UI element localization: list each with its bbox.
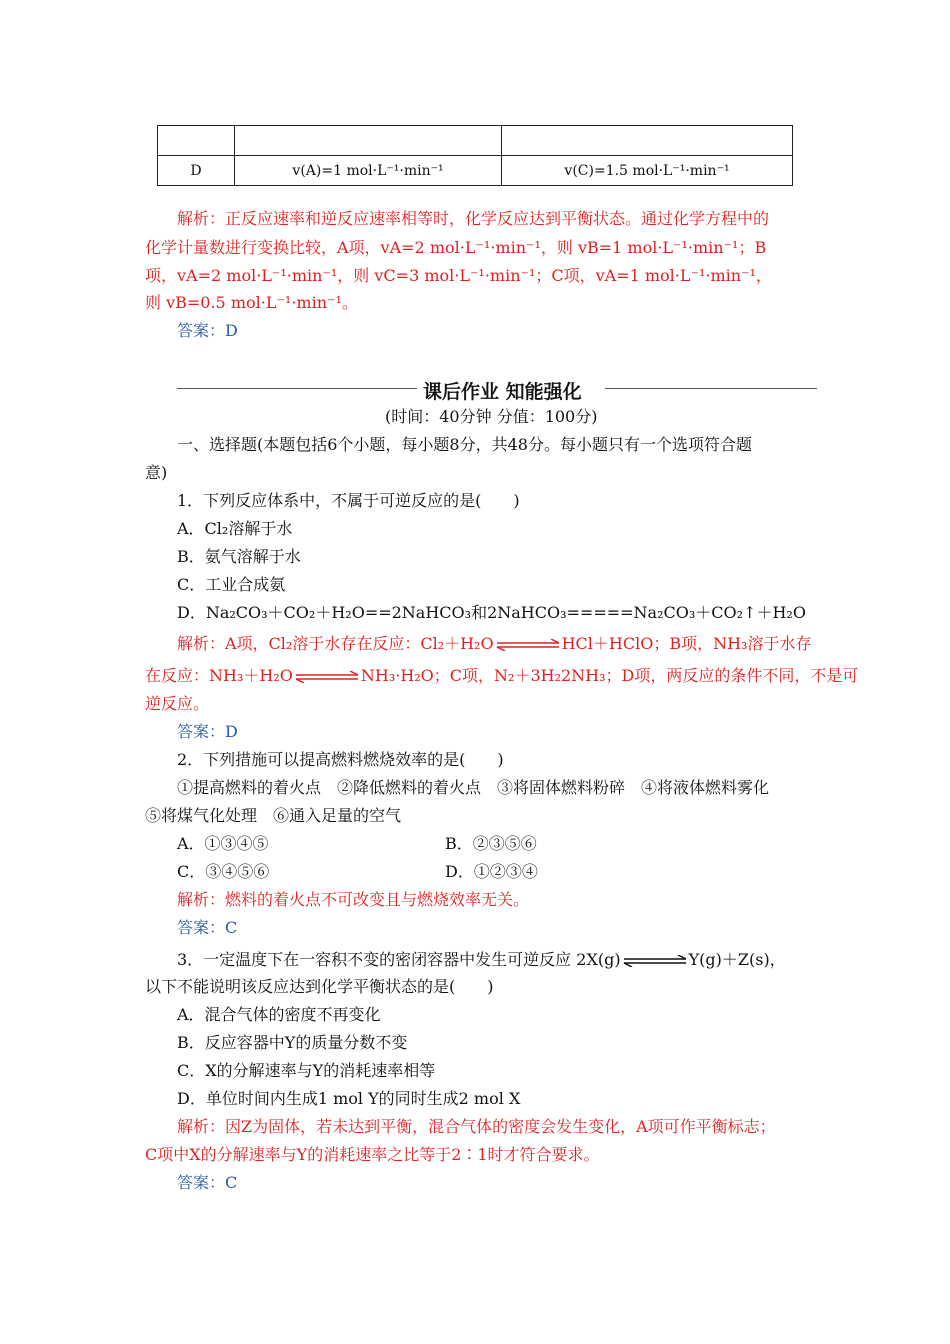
table-row (158, 126, 793, 156)
equilibrium-arrow-icon (294, 671, 360, 683)
q2-option-c: C．③④⑤⑥ (177, 862, 270, 881)
q2-measures-1: ①提高燃料的着火点 ②降低燃料的着火点 ③将固体燃料粉碎 ④将液体燃料雾化 (177, 778, 770, 797)
q0-analysis-line-4: 则 vB=0.5 mol·L⁻¹·min⁻¹。 (145, 293, 358, 312)
section-title: 课后作业 知能强化 (423, 381, 582, 403)
equilibrium-arrow-icon (622, 955, 688, 967)
q1-option-a: A．Cl₂溶解于水 (177, 519, 293, 538)
table-cell (158, 126, 235, 156)
table-row (158, 156, 793, 186)
q3-option-b: B．反应容器中Y的质量分数不变 (177, 1033, 408, 1052)
q2-analysis: 解析：燃料的着火点不可改变且与燃烧效率无关。 (177, 890, 530, 909)
rate-table (157, 125, 793, 186)
table-cell: D (158, 156, 235, 186)
q3-answer: 答案：C (177, 1173, 238, 1192)
q2-answer: 答案：C (177, 918, 238, 937)
q0-analysis-line-1: 解析：正反应速率和逆反应速率相等时，化学反应达到平衡状态。通过化学方程中的 (177, 209, 770, 228)
q1-option-c: C．工业合成氨 (177, 575, 286, 594)
section-intro-1: 一、选择题(本题包括6个小题，每小题8分，共48分。每小题只有一个选项符合题 (177, 435, 752, 454)
q3-stem-1: 3．一定温度下在一容积不变的密闭容器中发生可逆反应 2X(g) Y(g)＋Z(s)， (177, 950, 786, 969)
q2-option-a: A．①③④⑤ (177, 834, 269, 853)
title-rule-left (177, 388, 417, 389)
q1-option-d: D．Na₂CO₃＋CO₂＋H₂O==2NaHCO₃和2NaHCO₃=====Na₂CO₃＋CO₂↑＋H₂O (177, 603, 806, 622)
q1-analysis-line-3: 逆反应。 (145, 694, 210, 713)
equilibrium-arrow-icon (495, 639, 561, 651)
table-cell (502, 126, 793, 156)
q2-option-d: D．①②③④ (445, 862, 538, 881)
q2-measures-2: ⑤将煤气化处理 ⑥通入足量的空气 (145, 806, 402, 825)
q2-stem: 2．下列措施可以提高燃料燃烧效率的是( ) (177, 750, 504, 769)
q1-option-b: B．氨气溶解于水 (177, 547, 301, 566)
section-meta: (时间：40分钟 分值：100分) (385, 407, 598, 426)
table-cell: v(A)=1 mol·L⁻¹·min⁻¹ (235, 156, 502, 186)
q0-analysis-line-3: 项，vA=2 mol·L⁻¹·min⁻¹，则 vC=3 mol·L⁻¹·min⁻¹；C项，vA=1 mol·L⁻¹·min⁻¹， (145, 266, 772, 285)
section-title-row (177, 377, 817, 403)
q1-stem: 1．下列反应体系中，不属于可逆反应的是( ) (177, 491, 520, 510)
table-cell (235, 126, 502, 156)
q3-analysis-line-2: C项中X的分解速率与Y的消耗速率之比等于2∶1时才符合要求。 (145, 1145, 600, 1164)
q0-answer: 答案：D (177, 321, 238, 340)
section-intro-2: 意) (145, 463, 168, 482)
q0-analysis-line-2: 化学计量数进行变换比较，A项，vA=2 mol·L⁻¹·min⁻¹，则 vB=1 mol·L⁻¹·min⁻¹；B (145, 238, 767, 257)
q3-option-c: C．X的分解速率与Y的消耗速率相等 (177, 1061, 436, 1080)
q3-analysis-line-1: 解析：因Z为固体，若未达到平衡，混合气体的密度会发生变化，A项可作平衡标志； (177, 1117, 776, 1136)
q2-option-b: B．②③⑤⑥ (445, 834, 537, 853)
q3-stem-2: 以下不能说明该反应达到化学平衡状态的是( ) (145, 977, 494, 996)
q1-analysis-line-1: 解析：A项，Cl₂溶于水存在反应：Cl₂＋H₂O HCl＋HClO；B项，NH₃溶于水存 (177, 634, 812, 653)
title-rule-right (605, 388, 817, 389)
q3-option-a: A．混合气体的密度不再变化 (177, 1005, 381, 1024)
q1-analysis-line-2: 在反应：NH₃＋H₂O NH₃·H₂O；C项，N₂＋3H₂2NH₃；D项，两反应的条件不同，不是可 (145, 666, 859, 685)
q3-option-d: D．单位时间内生成1 mol Y的同时生成2 mol X (177, 1089, 521, 1108)
table-cell: v(C)=1.5 mol·L⁻¹·min⁻¹ (502, 156, 793, 186)
q1-answer: 答案：D (177, 722, 238, 741)
